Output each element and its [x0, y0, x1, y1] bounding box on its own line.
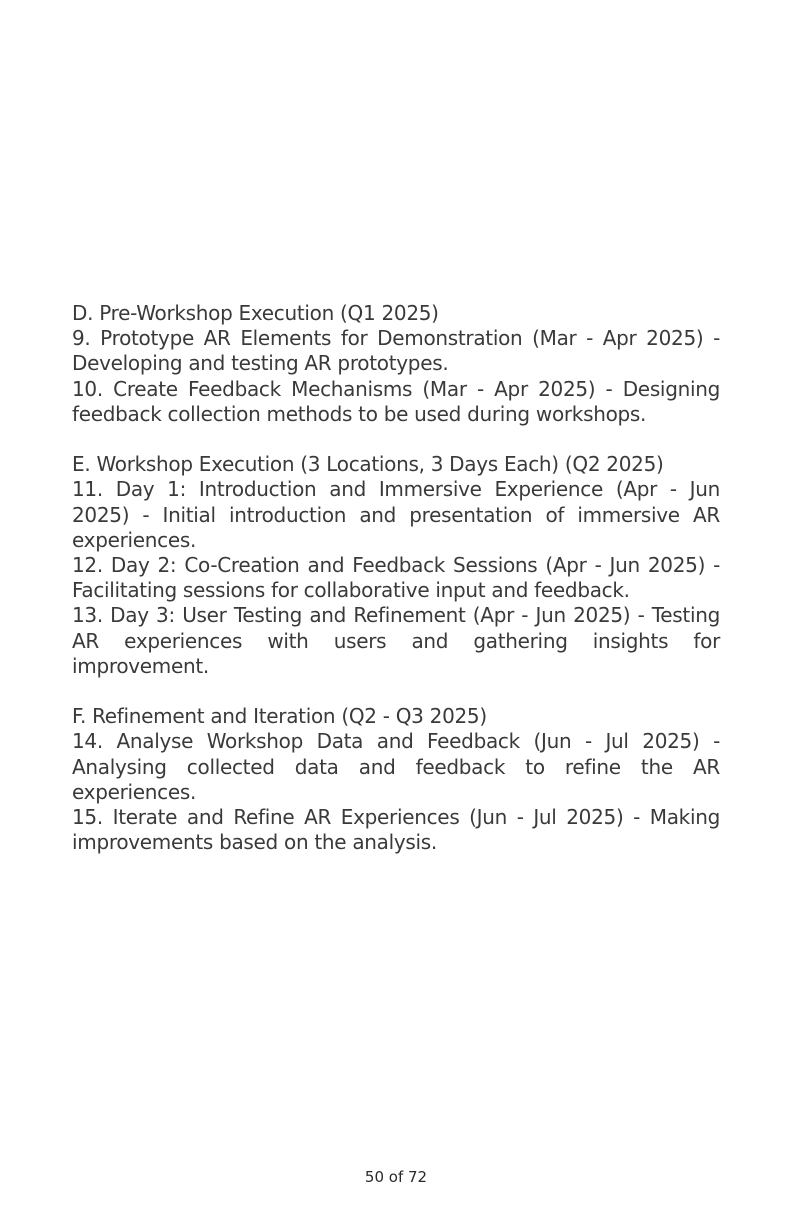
list-item: 13. Day 3: User Testing and Refinement (Apr - Jun 2025) - Testing AR experiences with users and gathering insights for improvement. [72, 603, 720, 678]
page-number: 50 of 72 [364, 1168, 428, 1186]
list-item: 12. Day 2: Co-Creation and Feedback Sessions (Apr - Jun 2025) - Facilitating sessions for collaborative input and feedback. [72, 553, 720, 603]
list-item: 9. Prototype AR Elements for Demonstration (Mar - Apr 2025) - Developing and testing AR prototypes. [72, 326, 720, 376]
list-item: 10. Create Feedback Mechanisms (Mar - Apr 2025) - Designing feedback collection methods to be used during workshops. [72, 376, 720, 426]
section-heading-e: E. Workshop Execution (3 Locations, 3 Days Each) (Q2 2025) [72, 452, 664, 477]
section-heading-f: F. Refinement and Iteration (Q2 - Q3 2025) [72, 704, 487, 729]
section-heading-d: D. Pre-Workshop Execution (Q1 2025) [72, 301, 439, 325]
list-item: 11. Day 1: Introduction and Immersive Experience (Apr - Jun 2025) - Initial introduction and presentation of immersive AR experiences. [72, 477, 720, 552]
list-item: 15. Iterate and Refine AR Experiences (Jun - Jul 2025) - Making improvements based on the analysis. [72, 805, 720, 855]
list-item: 14. Analyse Workshop Data and Feedback (Jun - Jul 2025) - Analysing collected data and feedback to refine the AR experiences. [72, 729, 720, 804]
document-body [72, 301, 720, 855]
section-spacer [72, 427, 720, 452]
section-spacer [72, 679, 720, 704]
